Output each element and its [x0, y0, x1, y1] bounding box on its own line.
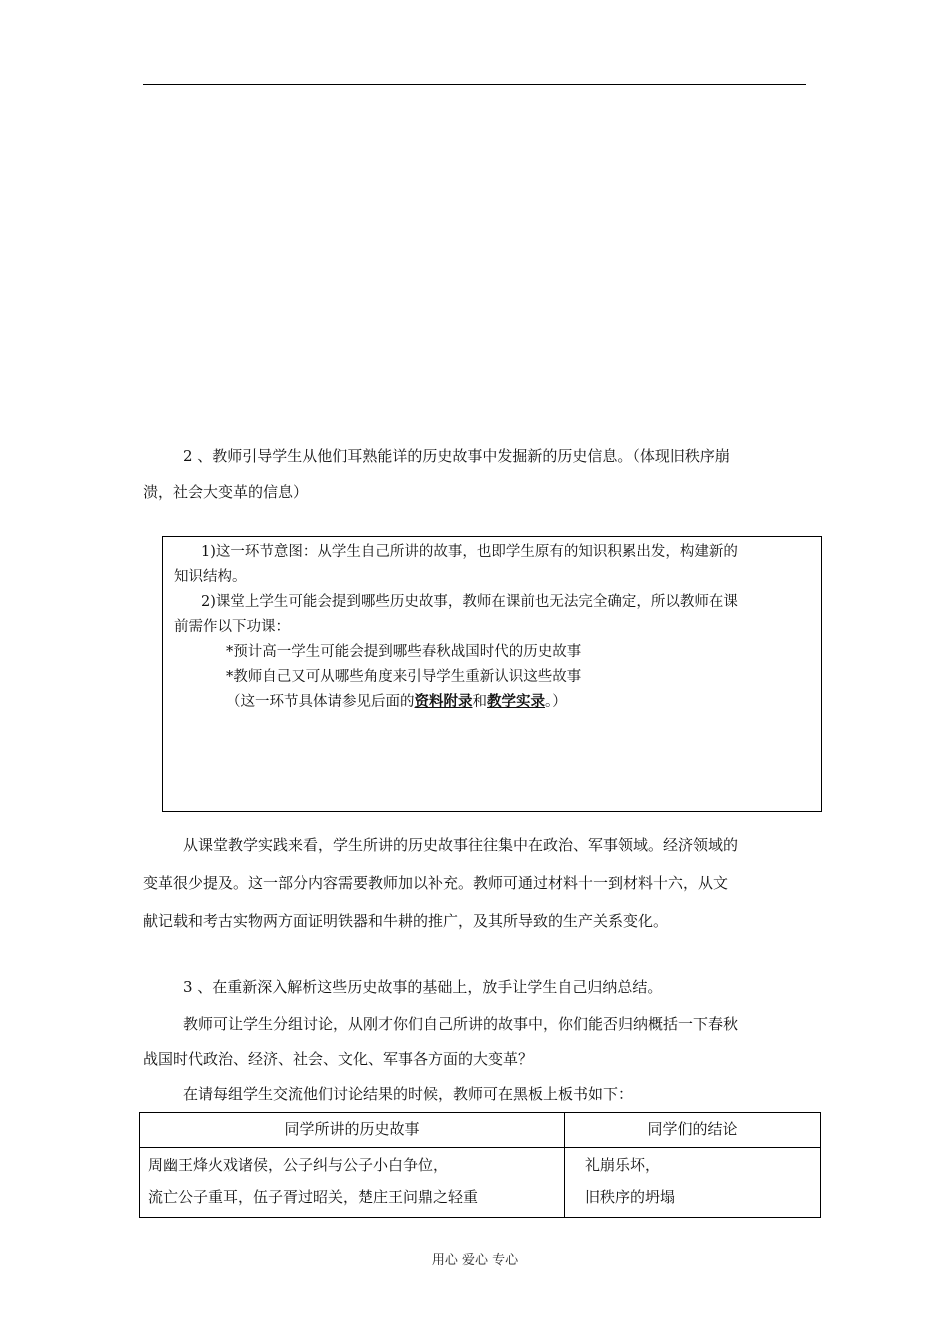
- conclusions-cell: [565, 1148, 821, 1218]
- page-footer: 用心 爱心 专心: [431, 1253, 519, 1268]
- conclusion-line: 礼崩乐坏，: [585, 1156, 661, 1174]
- conclusion-line: 旧秩序的坍塌: [585, 1188, 676, 1206]
- practice-line1: 从课堂教学实践来看，学生所讲的历史故事往往集中在政治、军事领域。经济领域的: [183, 836, 739, 854]
- teaching-record-link[interactable]: 教学实录: [487, 693, 545, 710]
- story-line: 流亡公子重耳，伍子胥过昭关，楚庄王问鼎之轻重: [148, 1188, 479, 1206]
- section2-line2: 溃，社会大变革的信息）: [143, 483, 309, 501]
- note-ref-prefix: （这一环节具体请参见后面的: [226, 694, 415, 710]
- section3-line3: 战国时代政治、经济、社会、文化、军事各方面的大变革？: [143, 1050, 534, 1068]
- note-line-2: 知识结构。: [174, 569, 247, 585]
- note-line-3: 2)课堂上学生可能会提到哪些历史故事，教师在课前也无法完全确定，所以教师在课: [201, 594, 738, 610]
- note-ref-and: 和: [472, 694, 487, 710]
- board-table: [139, 1112, 821, 1218]
- header-conclusions: 同学们的结论: [565, 1113, 821, 1148]
- table-row: [140, 1148, 821, 1218]
- stories-cell: [140, 1148, 565, 1218]
- section3-line2: 教师可让学生分组讨论，从刚才你们自己所讲的故事中，你们能否归纳概括一下春秋: [183, 1015, 739, 1033]
- note-line-1: 1)这一环节意图：从学生自己所讲的故事，也即学生原有的知识积累出发，构建新的: [201, 544, 738, 560]
- section3-line4: 在请每组学生交流他们讨论结果的时候，教师可在黑板上板书如下：: [183, 1085, 634, 1103]
- appendix-link[interactable]: 资料附录: [414, 693, 473, 710]
- header-rule: [143, 84, 806, 85]
- note-box: [162, 536, 822, 812]
- header-stories: 同学所讲的历史故事: [140, 1113, 565, 1148]
- section2-line1: 2 、教师引导学生从他们耳熟能详的历史故事中发掘新的历史信息。（体现旧秩序崩: [183, 447, 730, 465]
- note-bullet-1: *预计高一学生可能会提到哪些春秋战国时代的历史故事: [226, 644, 582, 660]
- practice-line3: 献记载和考古实物两方面证明铁器和牛耕的推广，及其所导致的生产关系变化。: [143, 912, 669, 930]
- practice-line2: 变革很少提及。这一部分内容需要教师加以补充。教师可通过材料十一到材料十六，从文: [143, 874, 729, 892]
- note-bullet-2: *教师自己又可从哪些角度来引导学生重新认识这些故事: [226, 669, 582, 685]
- note-reference: [226, 693, 567, 711]
- section3-line1: 3 、在重新深入解析这些历史故事的基础上，放手让学生自己归纳总结。: [183, 978, 663, 996]
- story-line: 周幽王烽火戏诸侯，公子纠与公子小白争位，: [148, 1156, 449, 1174]
- note-ref-suffix: 。）: [545, 694, 567, 710]
- board-table-header: [140, 1113, 821, 1148]
- note-line-4: 前需作以下功课：: [174, 619, 290, 635]
